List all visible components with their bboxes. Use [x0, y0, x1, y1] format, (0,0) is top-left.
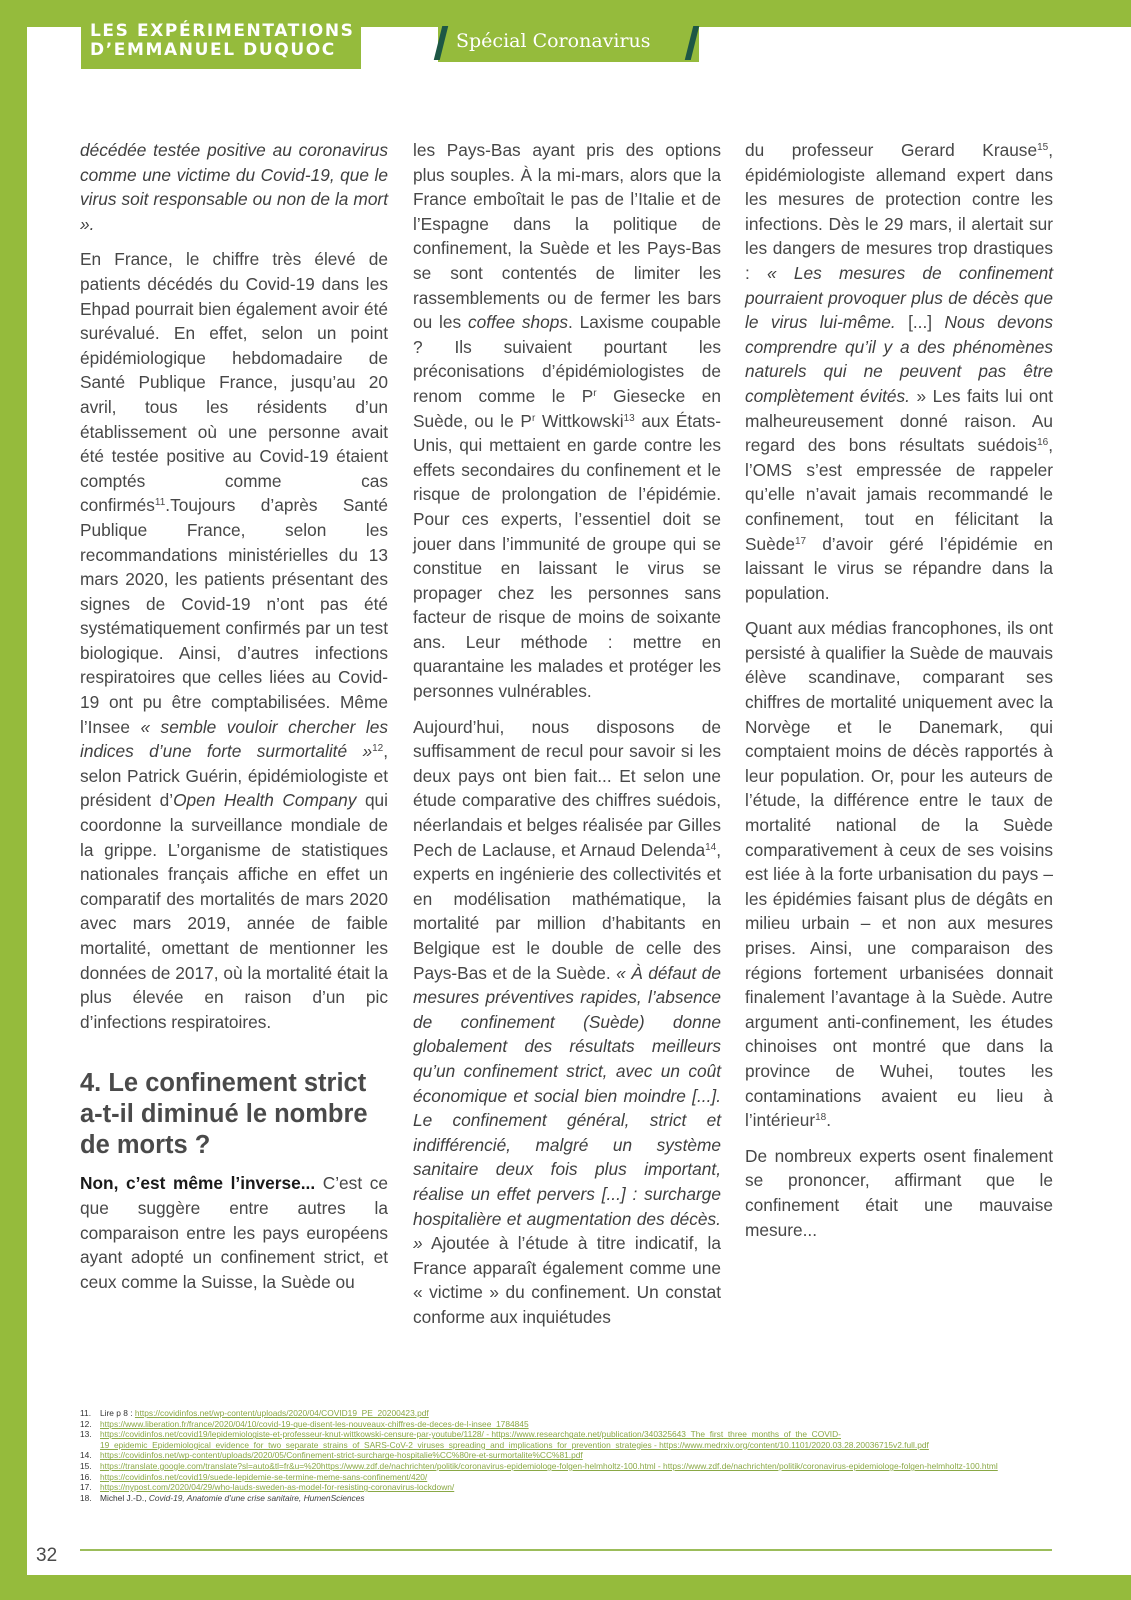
footnote-link[interactable]: https://covidinfos.net/covid19/lepidemiologiste-et-professeur-knut-wittkowski-censure-par-youtube/1128/ - https://www.researchgate.net/publication/340325643_The_first_three_months_of_the_COVID-19_epidemic_Epidemiological_evidence_for_two_separate_strains_of_SARS-CoV-2_viruses_spreading_and_implications_for_prevention_strategies - https://www.medrxiv.org/content/10.1101/2020.03.28.20036715v2.full.pdf — [100, 1429, 929, 1450]
footnote-number: 15. — [80, 1460, 92, 1471]
text: » Les faits lui ont malheureusement donné raison. Au regard des bons résultats suédois — [745, 385, 1053, 456]
paragraph — [745, 616, 1053, 1132]
slash-divider-right — [685, 26, 699, 60]
paragraph — [80, 1171, 388, 1294]
text: d’avoir géré l’épidémie en laissant le virus se répandre dans la population. — [745, 533, 1053, 603]
footnote-link[interactable]: https://covidinfos.net/wp-content/uploads/2020/05/Confinement-strict-surcharge-hospitalie%CC%80re-et-surmortalite%CC%81.pdf — [100, 1450, 583, 1461]
footnote-link[interactable]: https://nypost.com/2020/04/29/who-lauds-sweden-as-model-for-resisting-coronavirus-lockdown/ — [100, 1482, 455, 1493]
footnote-link[interactable]: https://covidinfos.net/covid19/suede-lepidemie-se-termine-meme-sans-confinement/420/ — [100, 1471, 428, 1482]
text: C’est ce que suggère entre autres la comparaison entre les pays européens ayant adopté un confinement strict, et ceux comme la Suisse, la Suède ou — [80, 1173, 388, 1292]
quote-text: « semble vouloir chercher les indices d’une forte surmortalité » — [80, 716, 388, 762]
section-heading: 4. Le confinement strict a-t-il diminué le nombre de morts ? — [80, 1069, 368, 1160]
footnote-number: 13. — [80, 1429, 92, 1440]
quote-text: « À défaut de mesures préventives rapides, l’absence de confinement (Suède) donne globalement des résultats meilleurs qu’un confinement strict, avec un coût économique et social bien moindre [...]. Le confinement général, strict et indifférencié, malgré un système sanitaire deux fois plus important, réalise un effet pervers [...] : surcharge hospitalière et augmentation des décès. » — [413, 962, 721, 1254]
paragraph — [745, 138, 1053, 605]
text: Quant aux médias francophones, ils ont persisté à qualifier la Suède de mauvais élève scandinave, comparant ses chiffres de mortalité uniquement avec la Norvège et le Danemark, qui comptaient moins de décès rapportés à leur population. Or, pour les auteurs de l’étude, la différence entre le taux de mortalité national de la Suède comparativement à ceux de ses voisins est liée à la forte urbanisation du pays – les épidémies faisant plus de dégâts en milieu urbain – et non aux mesures prises. Ainsi, une comparaison des régions fortement urbanisées donnait finalement l’avantage à la Suède. Autre argument anti-confinement, les études chinoises ont montré que dans la province de Wuhei, toutes les contaminations avaient eu lieu à l’intérieur — [745, 618, 1053, 1131]
special-label: Spécial Coronavirus — [456, 30, 651, 52]
superscript: r — [593, 387, 597, 399]
footnote-ref[interactable]: 13 — [623, 412, 635, 424]
footnote-author: Michel J.-D., — [100, 1492, 149, 1503]
footnote-ref[interactable]: 17 — [794, 535, 807, 547]
series-label — [81, 20, 361, 69]
paragraph — [413, 138, 721, 704]
footnote-number: 16. — [80, 1471, 92, 1482]
text: . Laxisme coupable ? Ils suivaient pourtant les préconisations d’épidémiologistes de renom comme le P — [413, 312, 721, 406]
footnote-number: 11. — [80, 1408, 92, 1418]
footnote-ref[interactable]: 14 — [705, 841, 717, 853]
footnote-14 — [80, 1450, 1052, 1461]
text: , épidémiologiste allemand expert dans les mesures de protection contre les infections. Dès le 29 mars, il alertait sur les dangers de mesures trop drastiques : — [745, 140, 1053, 283]
text: Ajoutée à l’étude à titre indicatif, la France apparaît également comme une « victime » du confinement. Un constat conforme aux inquiétudes — [413, 1233, 721, 1327]
series-label-line1: LES EXPÉRIMENTATIONS — [90, 21, 355, 41]
footnote-15 — [80, 1461, 1052, 1472]
footnote-ref[interactable]: 11 — [154, 497, 166, 509]
footnotes — [80, 1408, 1052, 1503]
footnote-prefix: Lire p 8 : — [100, 1408, 135, 1418]
footnote-13 — [80, 1429, 1052, 1450]
footnote-ref[interactable]: 15 — [1037, 142, 1049, 153]
footnote-ref[interactable]: 18 — [815, 1112, 827, 1124]
footnote-12 — [80, 1419, 1052, 1430]
paragraph — [413, 715, 721, 1330]
footnote-link[interactable]: https://translate.google.com/translate?sl=auto&tl=fr&u=%20https://www.zdf.de/nachrichten/politik/coronavirus-epidemiologe-folgen-helmholtz-100.html - https://www.zdf.de/nachrichten/politik/coronavirus-epidemiologe-folgen-helmholtz-100.html — [100, 1460, 998, 1471]
text: , selon Patrick Guérin, épidémiologiste et président d’ — [80, 741, 388, 811]
footnote-18 — [80, 1493, 1052, 1504]
text: Aujourd’hui, nous disposons de suffisamment de recul pour savoir si les deux pays ont bien fait... Et selon une étude comparative des chiffres suédois, néerlandais et belges réalisée par Gilles Pech de Laclause, et Arnaud Delenda — [413, 716, 721, 860]
text: [...] — [895, 312, 945, 333]
text: .Toujours d’après Santé Publique France, selon les recommandations ministérielles du 13 mars 2020, les patients présentant des signes de Covid-19 n’ont pas été systématiquement confirmés par un test biologique. Ainsi, d’autres infections respiratoires que celles liées au Covid-19 ont pu être comptabilisées. Même l’Insee — [80, 495, 388, 737]
text: les Pays-Bas ayant pris des options plus souples. À la mi-mars, alors que la France emboîtait le pas de l’Italie et de l’Espagne dans la politique de confinement, la Suède et les Pays-Bas se sont contentés de limiter les rassemblements ou de fermer les bars ou les — [413, 140, 721, 333]
footnote-16 — [80, 1472, 1052, 1483]
paragraph — [80, 247, 388, 1034]
text: aux États-Unis, qui mettaient en garde contre les effets secondaires du confinement et le risque de prolongation de l’épidémie. Pour ces experts, l’essentiel doit se jouer dans l’immunité de groupe qui se constitue en laissant le virus se propager chez les personnes sans facteur de risque de moins de soixante ans. Leur méthode : mettre en quarantaine les malades et protéger les personnes vulnérables. — [413, 410, 722, 702]
footnote-number: 17. — [80, 1482, 92, 1493]
paragraph: De nombreux experts osent finalement se prononcer, affirmant que le confinement était une mauvaise mesure... — [745, 1145, 1053, 1240]
footnote-link[interactable]: https://covidinfos.net/wp-content/uploads/2020/04/COVID19_PE_20200423.pdf — [134, 1408, 429, 1418]
special-coronavirus-tab — [438, 20, 699, 62]
lead-in: Non, c’est même l’inverse... — [80, 1173, 316, 1194]
article-column-middle — [413, 138, 721, 1341]
text: En France, le chiffre très élevé de patients décédés du Covid-19 dans les Ehpad pourrait bien également avoir été surévalué. En effet, selon un point épidémiologique hebdomadaire de Santé Publique France, jusqu’au 20 avril, tous les résidents d’un établissement où une personne avait été testée positive au Covid-19 étaient comptés comme cas confirmés — [80, 249, 388, 516]
superscript: r — [531, 412, 536, 424]
emphasis: coffee shops — [467, 312, 569, 333]
footnote-17 — [80, 1482, 1052, 1493]
text: qui coordonne la surveillance mondiale de la grippe. L’organisme de statistiques nationales français affiche en effet un comparatif des mortalités de mars 2020 avec mars 2019, année de faible mortalité, omettant de mentionner les données de 2017, où la mortalité était la plus élevée en raison d’un pic d’infections respiratoires. — [80, 790, 388, 1032]
footnote-number: 18. — [80, 1492, 92, 1503]
quote-text: Nous devons comprendre qu’il y a des phénomènes naturels qui ne peuvent pas être complètement évités. — [745, 312, 1054, 406]
footnote-book-title: Covid-19, Anatomie d’une crise sanitaire, HumenSciences — [148, 1492, 365, 1503]
series-label-line2: D’EMMANUEL DUQUOC — [90, 40, 336, 60]
text: du professeur Gerard Krause — [745, 140, 1038, 160]
text: , experts en ingénierie des collectivités et en modélisation mathématique, la mortalité par million d’habitants en Belgique est le double de celle des Pays-Bas et de la Suède. — [413, 839, 721, 983]
footnote-number: 12. — [80, 1418, 92, 1429]
footer-rule — [80, 1549, 1052, 1551]
footnote-11 — [80, 1408, 1052, 1419]
text: Wittkowski — [535, 410, 624, 431]
article-column-right — [745, 138, 1053, 1253]
text: , l’OMS s’est empressée de rappeler qu’elle n’avait jamais recommandé le confinement, tout en félicitant la Suède — [745, 435, 1053, 554]
quote-text: décédée testée positive au coronavirus comme une victime du Covid-19, que le virus soit responsable ou non de la mort ». — [80, 140, 388, 234]
text: . — [826, 1110, 832, 1131]
page-number: 32 — [36, 1545, 58, 1566]
text: Giesecke en Suède, ou le P — [413, 385, 721, 431]
footnote-number: 14. — [80, 1450, 92, 1461]
paragraph — [80, 138, 388, 236]
quote-text: « Les mesures de confinement pourraient provoquer plus de décès que le virus lui-même. — [745, 262, 1054, 333]
footnote-ref[interactable]: 12 — [372, 743, 384, 755]
footnote-link[interactable]: https://www.liberation.fr/france/2020/04/10/covid-19-que-disent-les-nouveaux-chiffres-de-deces-de-l-insee_1784845 — [100, 1418, 529, 1429]
footnote-ref[interactable]: 16 — [1037, 437, 1049, 449]
article-column-left — [80, 138, 388, 1305]
company-name: Open Health Company — [173, 790, 357, 811]
